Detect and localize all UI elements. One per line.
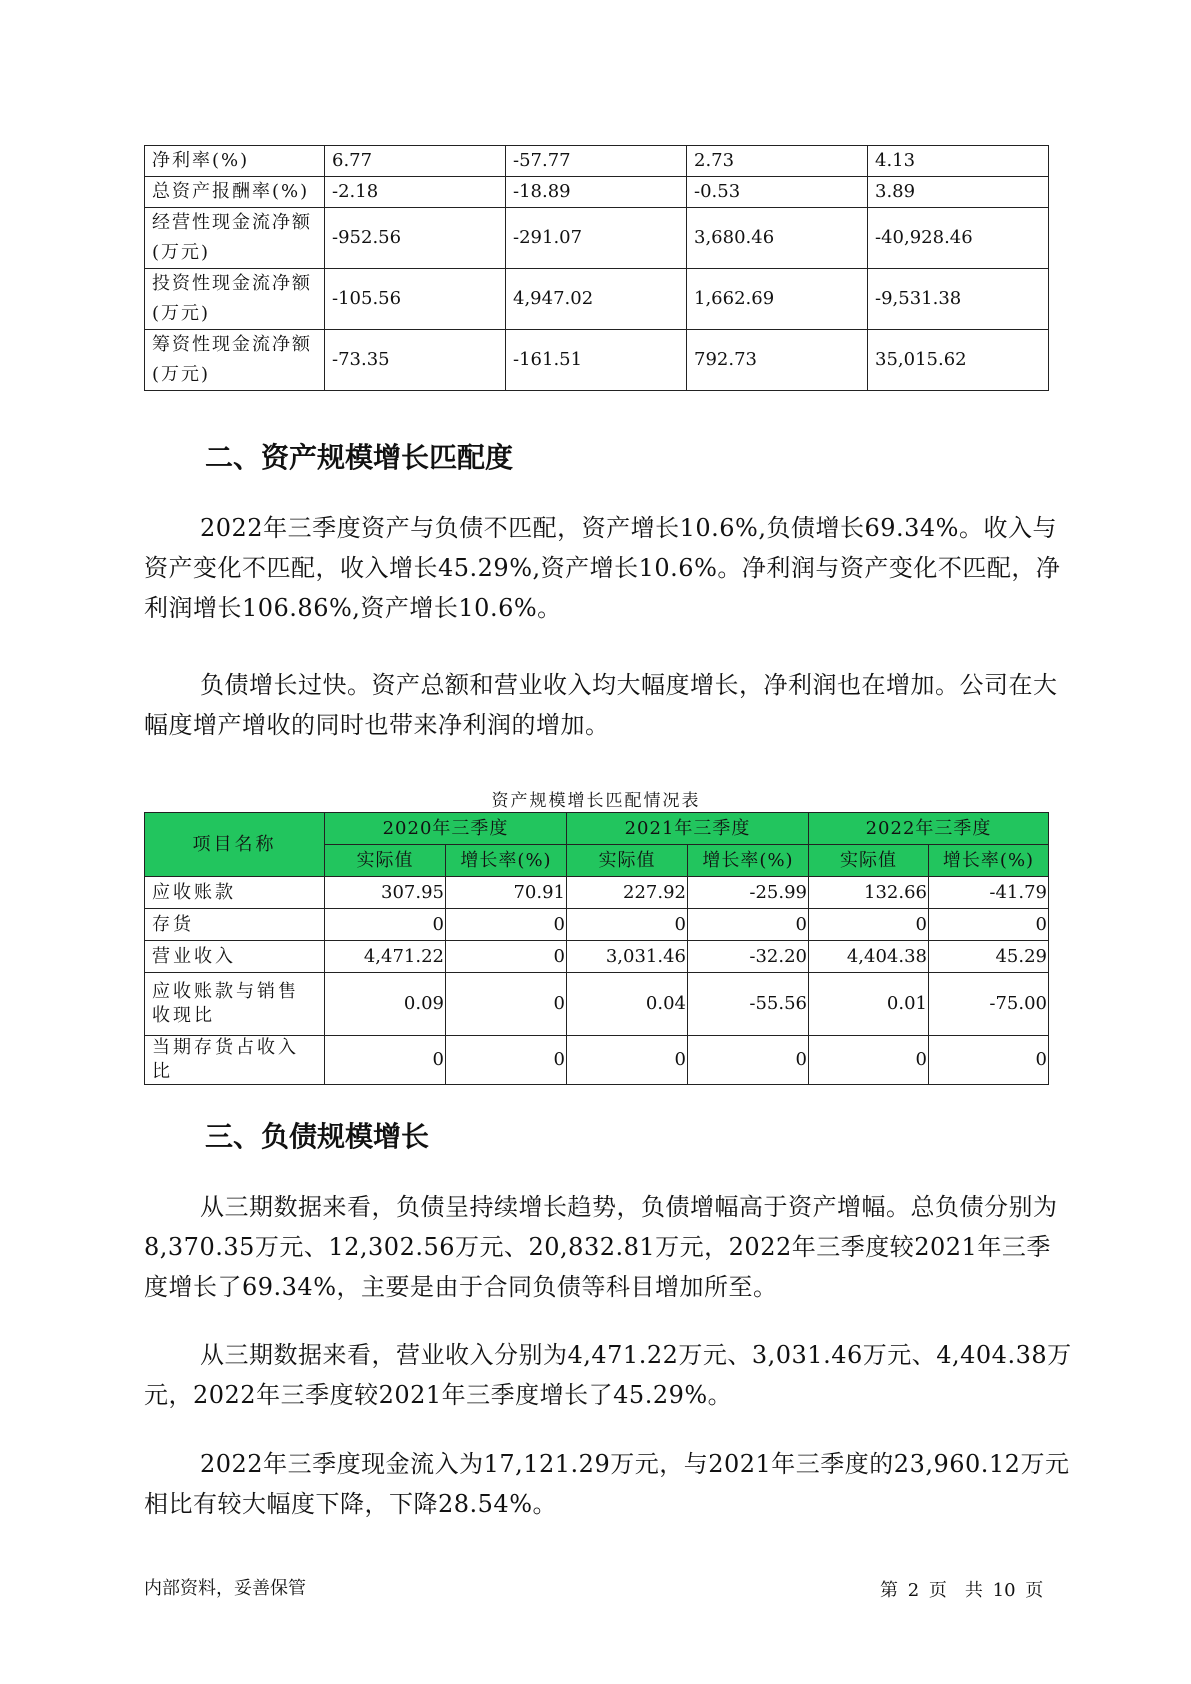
- row-label: 净利率(%): [145, 146, 325, 177]
- table-cell: 0: [325, 1036, 446, 1085]
- table-cell: 35,015.62: [868, 330, 1049, 391]
- paragraph: 负债增长过快。资产总额和营业收入均大幅度增长，净利润也在增加。公司在大幅度增产增收的同时也带来净利润的增加。: [144, 671, 1058, 739]
- paragraph: 从三期数据来看，营业收入分别为4,471.22万元、3,031.46万元、4,404.38万元，2022年三季度较2021年三季度增长了45.29%。: [144, 1341, 1072, 1409]
- header-row: [145, 813, 1049, 845]
- table-row: [145, 909, 1049, 941]
- table-cell: 0: [688, 1036, 809, 1085]
- table-cell: 0: [446, 909, 567, 941]
- table-cell: -57.77: [506, 146, 687, 177]
- table-cell: 4,471.22: [325, 941, 446, 973]
- table-row: [145, 941, 1049, 973]
- table-cell: 0.04: [567, 973, 688, 1036]
- actual-value-header: 实际值: [567, 845, 688, 877]
- paragraph: 从三期数据来看，负债呈持续增长趋势，负债增幅高于资产增幅。总负债分别为8,370.35万元、12,302.56万元、20,832.81万元，2022年三季度较2021年三季度增长了69.34%，主要是由于合同负债等科目增加所至。: [144, 1193, 1058, 1301]
- row-label: 投资性现金流净额(万元): [145, 269, 325, 330]
- table-cell: 0: [567, 1036, 688, 1085]
- paragraph: 2022年三季度现金流入为17,121.29万元，与2021年三季度的23,960.12万元相比有较大幅度下降，下降28.54%。: [144, 1450, 1070, 1518]
- table-cell: -40,928.46: [868, 208, 1049, 269]
- row-label: 应收账款: [145, 877, 325, 909]
- table-cell: 4,947.02: [506, 269, 687, 330]
- table-cell: 0: [688, 909, 809, 941]
- table-row: [145, 1036, 1049, 1085]
- table-cell: 792.73: [687, 330, 868, 391]
- actual-value-header: 实际值: [325, 845, 446, 877]
- growth-rate-header: 增长率(%): [688, 845, 809, 877]
- table-row: [145, 269, 1049, 330]
- row-label: 筹资性现金流净额(万元): [145, 330, 325, 391]
- table-cell: -9,531.38: [868, 269, 1049, 330]
- row-label: 总资产报酬率(%): [145, 177, 325, 208]
- page-number: 第 2 页 共 10 页: [880, 1580, 1044, 1601]
- table-cell: 0: [929, 1036, 1049, 1085]
- table-cell: 0: [809, 909, 929, 941]
- table-cell: 0: [446, 941, 567, 973]
- table-cell: 3,680.46: [687, 208, 868, 269]
- table-cell: 0: [325, 909, 446, 941]
- item-name-header: 项目名称: [145, 813, 325, 877]
- actual-value-header: 实际值: [809, 845, 929, 877]
- table-row: [145, 177, 1049, 208]
- paragraph: 2022年三季度资产与负债不匹配，资产增长10.6%,负债增长69.34%。收入与资产变化不匹配，收入增长45.29%,资产增长10.6%。净利润与资产变化不匹配，净利润增长106.86%,资产增长10.6%。: [144, 514, 1061, 622]
- financial-ratio-table: [144, 145, 1049, 391]
- confidential-notice: 内部资料，妥善保管: [144, 1578, 306, 1599]
- table-cell: 0: [809, 1036, 929, 1085]
- table-cell: -73.35: [325, 330, 506, 391]
- table-cell: -18.89: [506, 177, 687, 208]
- row-label: 经营性现金流净额(万元): [145, 208, 325, 269]
- table-cell: -952.56: [325, 208, 506, 269]
- period-header: 2021年三季度: [567, 813, 809, 845]
- section-heading: 二、资产规模增长匹配度: [205, 441, 514, 474]
- row-label: 应收账款与销售收现比: [145, 973, 325, 1036]
- table-cell: 0.01: [809, 973, 929, 1036]
- table-cell: 4,404.38: [809, 941, 929, 973]
- table-cell: -25.99: [688, 877, 809, 909]
- period-header: 2020年三季度: [325, 813, 567, 845]
- growth-rate-header: 增长率(%): [929, 845, 1049, 877]
- table-cell: 0: [929, 909, 1049, 941]
- table-cell: 70.91: [446, 877, 567, 909]
- row-label: 存货: [145, 909, 325, 941]
- table-row: [145, 330, 1049, 391]
- table-cell: 3,031.46: [567, 941, 688, 973]
- table-cell: 2.73: [687, 146, 868, 177]
- table-row: [145, 877, 1049, 909]
- table-cell: 3.89: [868, 177, 1049, 208]
- row-label: 营业收入: [145, 941, 325, 973]
- table-row: [145, 146, 1049, 177]
- table-cell: 6.77: [325, 146, 506, 177]
- table-cell: 307.95: [325, 877, 446, 909]
- table-cell: 4.13: [868, 146, 1049, 177]
- table-cell: 132.66: [809, 877, 929, 909]
- asset-growth-match-table: [144, 812, 1049, 1085]
- table-cell: -291.07: [506, 208, 687, 269]
- table-cell: 0: [567, 909, 688, 941]
- table-cell: 0.09: [325, 973, 446, 1036]
- table-cell: 1,662.69: [687, 269, 868, 330]
- table-cell: -41.79: [929, 877, 1049, 909]
- table-cell: 0: [446, 1036, 567, 1085]
- table-cell: 45.29: [929, 941, 1049, 973]
- table-row: [145, 973, 1049, 1036]
- table-cell: -0.53: [687, 177, 868, 208]
- table-cell: -161.51: [506, 330, 687, 391]
- table-cell: 0: [446, 973, 567, 1036]
- section-heading: 三、负债规模增长: [205, 1120, 430, 1153]
- table-cell: -75.00: [929, 973, 1049, 1036]
- growth-rate-header: 增长率(%): [446, 845, 567, 877]
- table-cell: -105.56: [325, 269, 506, 330]
- table-cell: -55.56: [688, 973, 809, 1036]
- table-cell: -2.18: [325, 177, 506, 208]
- table-cell: -32.20: [688, 941, 809, 973]
- row-label: 当期存货占收入比: [145, 1036, 325, 1085]
- period-header: 2022年三季度: [809, 813, 1049, 845]
- table-caption: 资产规模增长匹配情况表: [491, 791, 701, 811]
- table-row: [145, 208, 1049, 269]
- table-cell: 227.92: [567, 877, 688, 909]
